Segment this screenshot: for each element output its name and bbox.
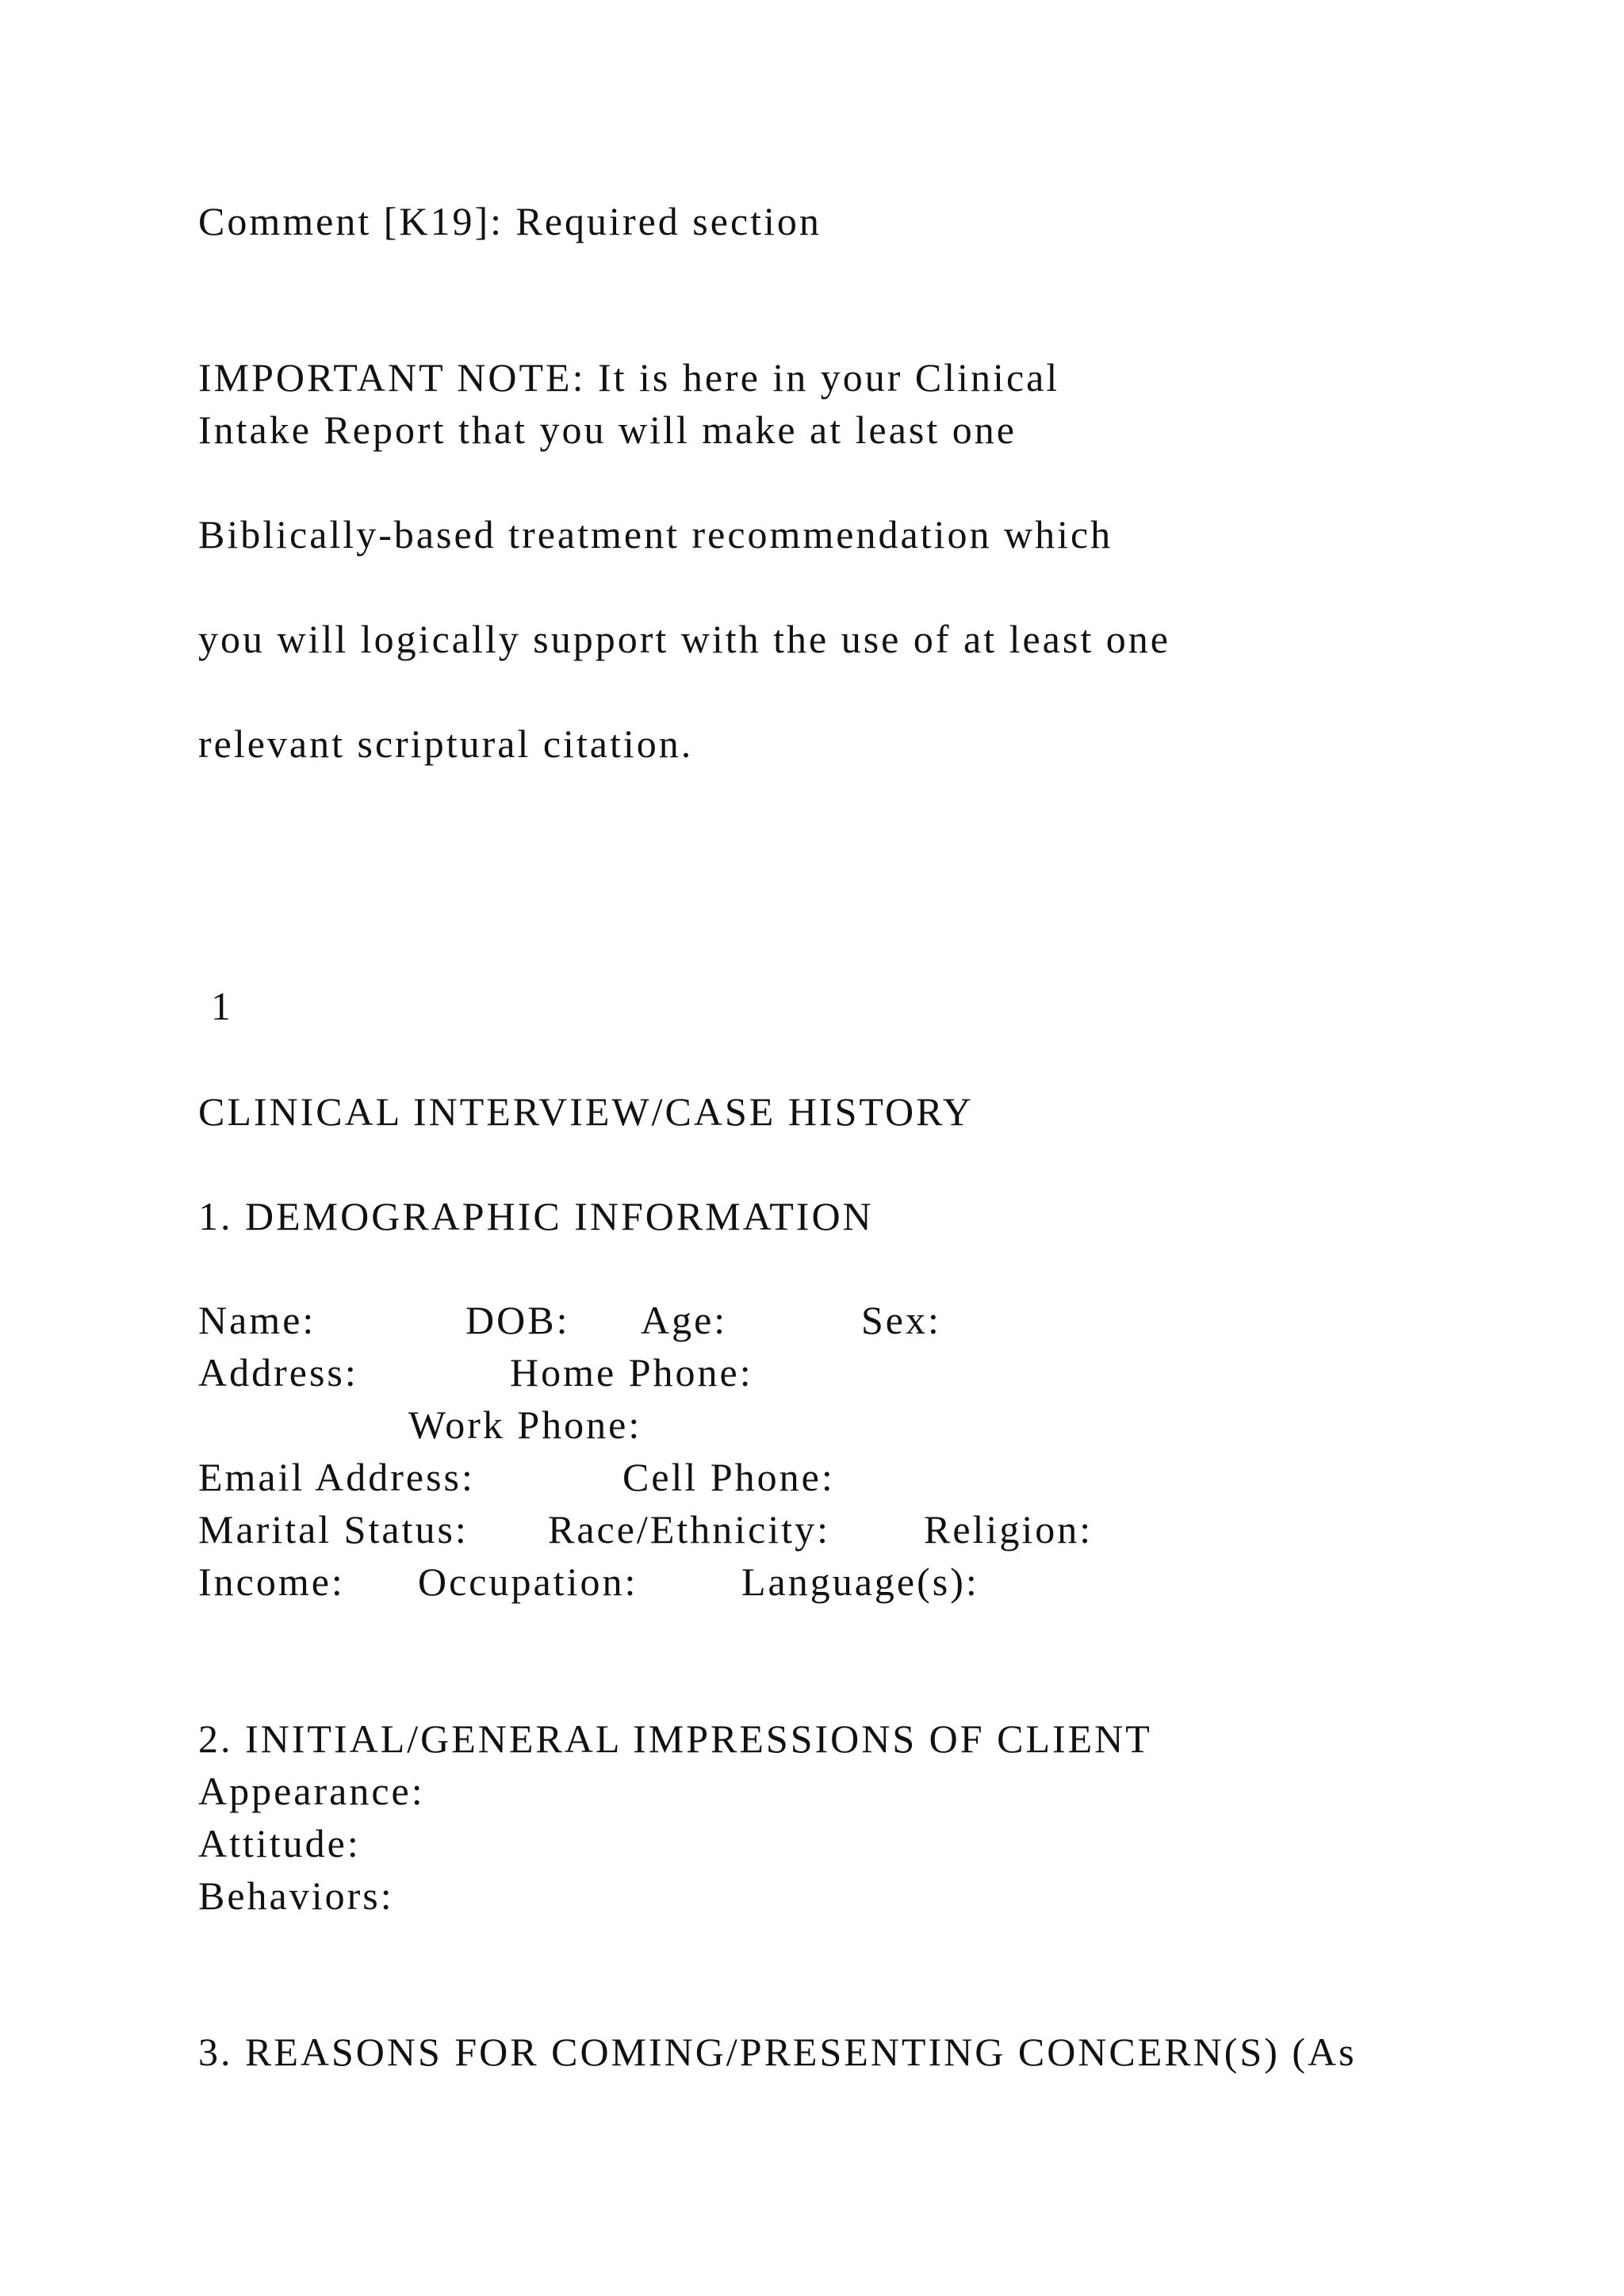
name-label: Name: — [198, 1298, 316, 1342]
work-phone-label: Work Phone: — [408, 1402, 642, 1447]
religion-label: Religion: — [924, 1507, 1094, 1552]
marital-status-label: Marital Status: — [198, 1507, 469, 1552]
note-line-2: Intake Report that you will make at least one — [198, 408, 1017, 452]
address-label: Address: — [198, 1350, 358, 1395]
income-label: Income: — [198, 1559, 345, 1604]
section-2-title: 2. INITIAL/GENERAL IMPRESSIONS OF CLIENT — [198, 1716, 1152, 1761]
behaviors-label: Behaviors: — [198, 1873, 394, 1918]
home-phone-label: Home Phone: — [510, 1350, 753, 1395]
email-label: Email Address: — [198, 1455, 475, 1499]
note-line-5: relevant scriptural citation. — [198, 721, 694, 766]
occupation-label: Occupation: — [418, 1559, 638, 1604]
note-line-1: IMPORTANT NOTE: It is here in your Clinical — [198, 355, 1060, 400]
dob-label: DOB: — [465, 1298, 570, 1342]
sex-label: Sex: — [861, 1298, 941, 1342]
languages-label: Language(s): — [741, 1559, 979, 1604]
cell-phone-label: Cell Phone: — [622, 1455, 835, 1499]
note-line-3: Biblically-based treatment recommendation which — [198, 512, 1113, 557]
document-heading: CLINICAL INTERVIEW/CASE HISTORY — [198, 1089, 974, 1134]
race-label: Race/Ethnicity: — [548, 1507, 831, 1552]
section-1-title: 1. DEMOGRAPHIC INFORMATION — [198, 1194, 874, 1238]
appearance-label: Appearance: — [198, 1769, 425, 1813]
attitude-label: Attitude: — [198, 1821, 361, 1866]
age-label: Age: — [641, 1298, 728, 1342]
section-3-title: 3. REASONS FOR COMING/PRESENTING CONCERN(S) (As — [198, 2030, 1357, 2074]
comment-text: Comment [K19]: Required section — [198, 199, 822, 243]
page-number: 1 — [211, 984, 233, 1028]
note-line-4: you will logically support with the use of at least one — [198, 617, 1170, 661]
